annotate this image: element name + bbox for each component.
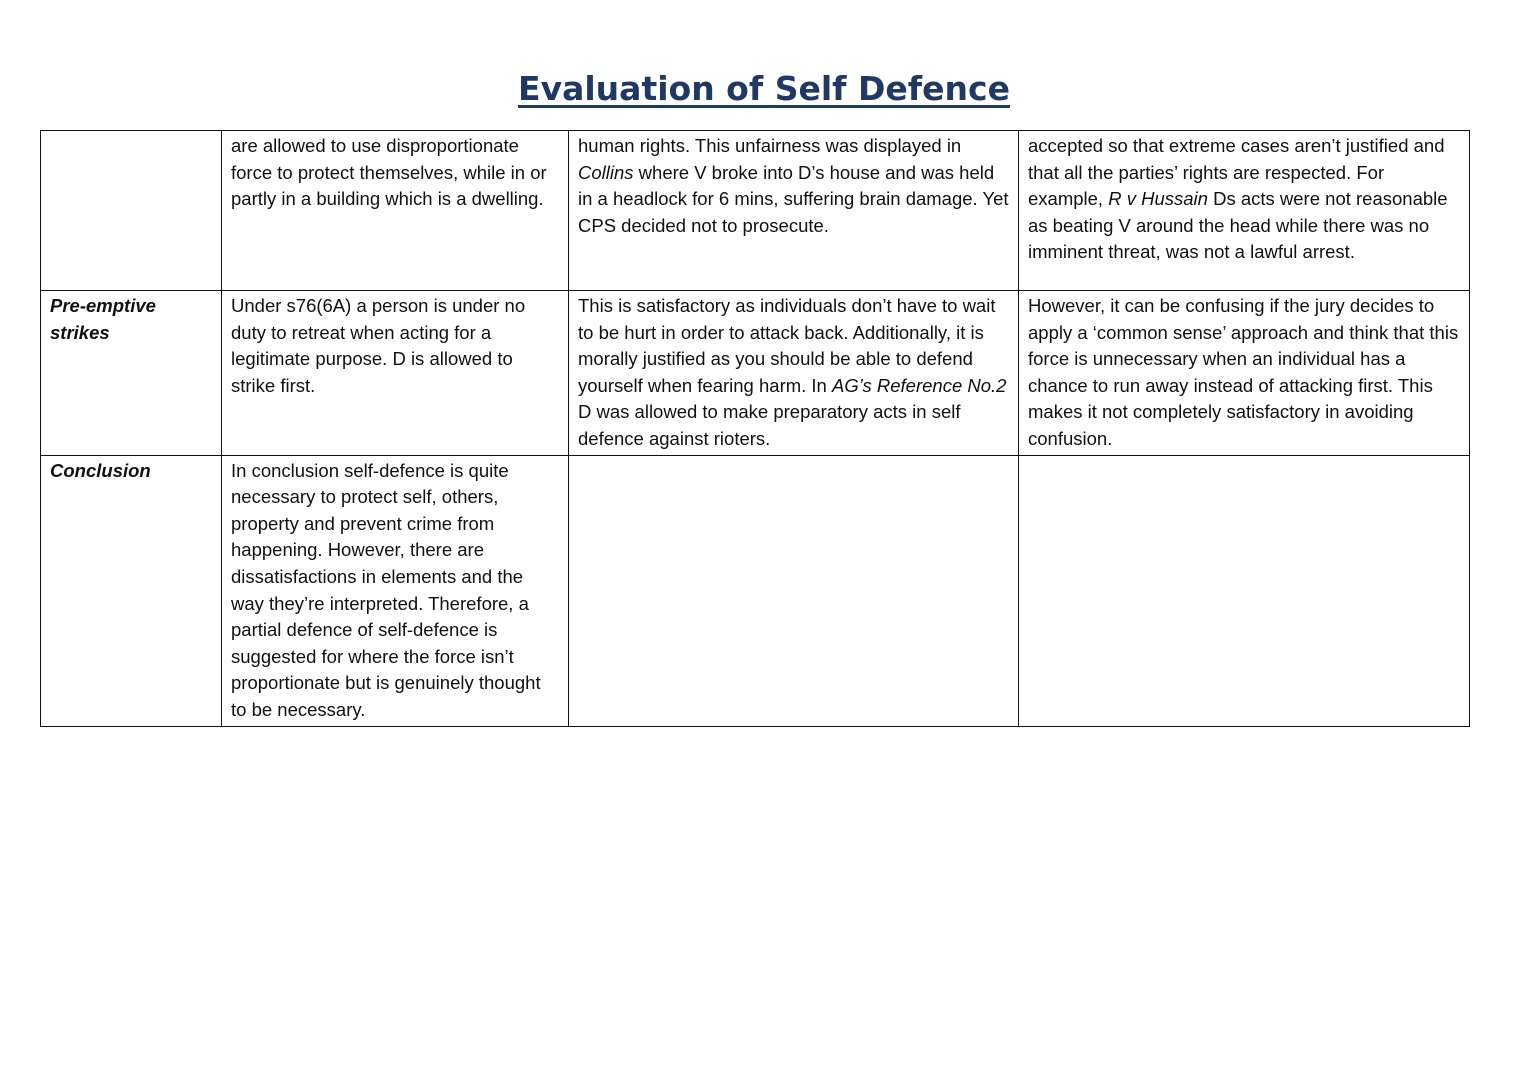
evaluation-text: D was allowed to make preparatory acts in self defence against rioters. — [578, 401, 961, 449]
evaluation-table — [40, 130, 1470, 727]
table-row — [41, 131, 1470, 291]
evaluation-text: However, it can be confusing if the jury decides to apply a ‘common sense’ approach and think that this force is unnecessary when an individual has a chance to run away instead of attacking first. This makes it not completely satisfactory in avoiding confusion. — [1028, 295, 1459, 449]
evaluation2-cell — [1019, 291, 1470, 456]
law-cell: are allowed to use disproportionate force to protect themselves, while in or partly in a building which is a dwelling. — [222, 131, 569, 291]
case-name: AG’s Reference No.2 — [832, 374, 1007, 396]
page-title-text: Evaluation of Self Defence — [518, 69, 1010, 108]
evaluation2-cell — [1019, 131, 1470, 291]
case-name: Collins — [578, 161, 634, 183]
evaluation-text: where V broke into D’s house and was held in a headlock for 6 mins, suffering brain damage. Yet CPS decided not to prosecute. — [578, 161, 1009, 236]
case-name: R v Hussain — [1108, 188, 1208, 210]
page-title — [0, 66, 1528, 112]
table-row — [41, 455, 1470, 726]
evaluation2-cell — [1019, 455, 1470, 726]
topic-cell: Pre-emptive strikes — [41, 291, 222, 456]
evaluation-text: Ds acts were not reasonable as beating V around the head while there was no imminent threat, was not a lawful arrest. — [1028, 188, 1448, 263]
topic-cell — [41, 131, 222, 291]
evaluation-text: This is satisfactory as individuals don’t have to wait to be hurt in order to attack back. Additionally, it is morally justified as you should be able to defend yourself when fearing harm. In — [578, 295, 996, 396]
evaluation-cell — [569, 455, 1019, 726]
table-row — [41, 291, 1470, 456]
evaluation-text: human rights. This unfairness was displayed in — [578, 135, 962, 156]
evaluation-cell — [569, 291, 1019, 456]
law-cell: In conclusion self-defence is quite necessary to protect self, others, property and prevent crime from happening. However, there are dissatisfactions in elements and the way they’re interpreted. Therefore, a partial defence of self-defence is suggested for where the force isn’t proportionate but is genuinely thought to be necessary. — [222, 455, 569, 726]
evaluation-text: accepted so that extreme cases aren’t justified and that all the parties’ rights are respected. For example, — [1028, 135, 1445, 210]
law-cell: Under s76(6A) a person is under no duty to retreat when acting for a legitimate purpose. D is allowed to strike first. — [222, 291, 569, 456]
evaluation-cell — [569, 131, 1019, 291]
topic-cell: Conclusion — [41, 455, 222, 726]
